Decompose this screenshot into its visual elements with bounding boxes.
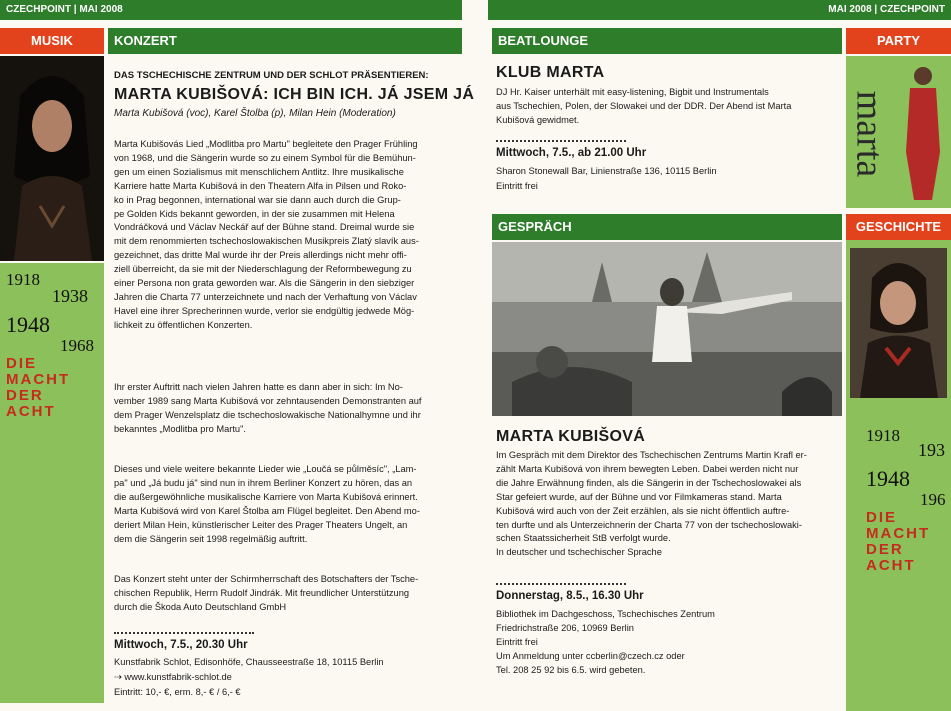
konzert-title: MARTA KUBIŠOVÁ: ICH BIN ICH. JÁ JSEM JÁ (114, 86, 475, 103)
konzert-venue: Kunstfabrik Schlot, Edisonhöfe, Chausseestraße 18, 10115 Berlin (114, 657, 384, 667)
acht-word: ACHT (6, 403, 56, 420)
klub-date: Mittwoch, 7.5., ab 21.00 Uhr (496, 147, 647, 159)
p4-line: Das Konzert steht unter der Schirmherrschaft des Botschafters der Tsche- (114, 574, 419, 584)
der-word: DER (6, 387, 44, 404)
konzert-price: Eintritt: 10,- €, erm. 8,- € / 6,- € (114, 687, 241, 697)
konzert-credits: Marta Kubišová (voc), Karel Štolba (p), Milan Hein (Moderation) (114, 108, 396, 119)
p1-line: gezeichnet, das dritte Mal wurde ihr der Preis allerdings nicht mehr offi- (114, 250, 407, 261)
year-1918-right: 1918 (866, 426, 900, 445)
gespraech-date: Donnerstag, 8.5., 16.30 Uhr (496, 590, 644, 602)
p1-line: lichkeit zu öffentlichen Konzerten. (114, 319, 253, 330)
klub-entry: Eintritt frei (496, 181, 538, 191)
macht-word: MACHT (6, 371, 71, 388)
p3-line: pa" und „Já budu já" sind nun in ihrem Berliner Konzert zu hören, das an (114, 477, 413, 488)
year-1933-right: 193 (918, 440, 945, 460)
p2-line: dem Prager Wenzelsplatz die tschechoslowakische Nationalhymne und ihr (114, 409, 421, 420)
p3-line: deriert Milan Hein, künstlerischer Leiter des Prager Theaters Ungelt, an (114, 519, 408, 530)
portrait-illustration (0, 56, 104, 261)
p3-line: die außergewöhnliche musikalische Karriere von Marta Kubišová erinnert. (114, 491, 418, 502)
konzert-divider (114, 632, 254, 634)
p1-line: von 1968, und die Sängerin wurde so zu einem Symbol für die Bemühun- (114, 152, 416, 163)
klub-line: DJ Hr. Kaiser unterhält mit easy-listening, Bigbit und Instrumentals (496, 87, 769, 97)
gespraech-text (496, 449, 841, 560)
acht-word: ACHT (866, 557, 916, 574)
klub-title: KLUB MARTA (496, 64, 605, 81)
singer-portrait-photo (0, 56, 104, 261)
p3-line: Marta Kubišová wird von Karel Štolba am Flügel begleitet. Den Abend mo- (114, 505, 420, 516)
die-word: DIE (866, 509, 898, 526)
gespraech-line: ten durfte und als Unterzeichnerin der Charta 77 von der tschechoslowaki- (496, 519, 802, 530)
konzert-paragraph-2 (114, 381, 454, 437)
p1-line: Vondráčková und Václav Neckář auf der Bühne stand. Dreimal wurde sie (114, 222, 415, 233)
gespraech-line: Star gefeiert wurde, auf der Bühne und vor Filmkameras stand. Marta (496, 491, 782, 502)
gespraech-divider (496, 583, 626, 585)
konzert-web-row (114, 672, 232, 683)
gespraech-line: In deutscher und tschechischer Sprache (496, 547, 662, 558)
party-tag: PARTY (846, 28, 951, 54)
klub-divider (496, 140, 626, 142)
p1-line: Jahren die Charta 77 unterzeichnete und nach der Verhaftung von Václav (114, 291, 417, 302)
gespraech-line: zählt Marta Kubišová von ihrem bewegten Leben. Dabei werden nicht nur (496, 463, 799, 474)
geschichte-portrait-photo (850, 248, 947, 398)
info-line: Tel. 208 25 92 bis 6.5. wird gebeten. (496, 664, 646, 675)
p2-line: vember 1989 sang Marta Kubišová vor zehntausenden Demonstranten auf (114, 395, 422, 406)
gespraech-line: schen Staatssicherheit StB verfolgt wurde. (496, 533, 671, 544)
p4-line: durch die Škoda Auto Deutschland GmbH (114, 601, 287, 612)
klub-line: aus Tschechien, Polen, der Slowakei und der DDR. Der Abend ist Marta (496, 100, 792, 111)
konzert-paragraph-1 (114, 138, 454, 333)
p2-line: bekanntes „Modlitba pro Martu". (114, 423, 246, 434)
info-line: Um Anmeldung unter ccberlin@czech.cz oder (496, 650, 685, 661)
info-line: Eintritt frei (496, 636, 538, 647)
p3-line: Dieses und viele weitere bekannte Lieder wie „Loučá se půlměsíc", „Lam- (114, 464, 417, 474)
header-left: CZECHPOINT | MAI 2008 (0, 0, 462, 20)
gespraech-line: Im Gespräch mit dem Direktor des Tschechischen Zentrums Martin Krafl er- (496, 450, 807, 460)
marta-vertical-text: marta (848, 90, 891, 178)
konzert-date: Mittwoch, 7.5., 20.30 Uhr (114, 639, 248, 651)
die-macht-der-acht-left (6, 356, 70, 420)
info-line: Bibliothek im Dachgeschoss, Tschechisches Zentrum (496, 609, 715, 619)
info-line: Friedrichstraße 206, 10969 Berlin (496, 622, 634, 633)
p1-line: einer Persona non grata geworden war. Als die Sängerin in den siebziger (114, 278, 415, 289)
year-1968-right: 196 (920, 490, 946, 509)
klub-line: Kubišová gewidmet. (496, 114, 580, 125)
konzert-web-link[interactable]: www.kunstfabrik-schlot.de (124, 672, 232, 682)
party-figure-illustration (898, 62, 948, 202)
p1-line: Havel eine ihrer Sprecherinnen wurde, verlor sie endgültig jedwede Mög- (114, 305, 415, 316)
p1-line: gen um einen Sozialismus mit menschlichem Antlitz. Ihre musikalische (114, 166, 404, 177)
die-macht-der-acht-right (866, 510, 930, 574)
header-right: MAI 2008 | CZECHPOINT (488, 0, 951, 20)
gespraech-historic-photo (492, 242, 842, 416)
beatlounge-tag: BEATLOUNGE (492, 28, 842, 54)
year-1968: 1968 (60, 336, 94, 355)
gespraech-tag: GESPRÄCH (492, 214, 842, 240)
arrow-icon: ⇢ (114, 672, 125, 682)
year-1918: 1918 (6, 270, 40, 289)
gespraech-line: Kubišová wird auch von der Zeit erzählen, als sie nicht öffentlich auftre- (496, 505, 790, 516)
der-word: DER (866, 541, 904, 558)
p2-line: Ihr erster Auftritt nach vielen Jahren hatte es dann aber in sich: Im No- (114, 382, 403, 392)
musik-tag: MUSIK (0, 28, 104, 54)
p4-line: chischen Republik, Herrn Rudolf Jindrák. Mit freundlicher Unterstützung (114, 587, 410, 598)
year-1948-right: 1948 (866, 466, 910, 491)
geschichte-portrait-illustration (850, 248, 947, 398)
p1-line: Karriere hatte Marta Kubišová in den Theatern Alfa in Pilsen und Roko- (114, 180, 407, 191)
konzert-paragraph-3 (114, 463, 454, 546)
p1-line: pe Golden Kids bekannt geworden, in der sie zusammen mit Helena (114, 208, 395, 219)
geschichte-tag: GESCHICHTE (846, 214, 951, 240)
konzert-presenter: DAS TSCHECHISCHE ZENTRUM UND DER SCHLOT PRÄSENTIEREN: (114, 70, 429, 81)
p1-line: mit dem renommierten tschechoslowakischen Musikpreis Zlatý slavík aus- (114, 236, 419, 247)
p1-line: ko in Prag begonnen, international war sie dann auch durch die Grup- (114, 194, 401, 205)
p1-line: ziell überreicht, da sie mit der Niederschlagung der Reformbewegung zu (114, 264, 412, 275)
gespraech-line: die Jahre Erwähnung finden, als die Sängerin in der Tschechoslowakei als (496, 477, 802, 488)
klub-venue: Sharon Stonewall Bar, Linienstraße 136, 10115 Berlin (496, 166, 717, 176)
macht-word: MACHT (866, 525, 931, 542)
year-1938: 1938 (52, 286, 88, 306)
klub-text (496, 86, 841, 128)
p3-line: dem die Sängerin seit 1998 regelmäßig auftritt. (114, 533, 308, 544)
gespraech-info (496, 608, 841, 678)
konzert-tag: KONZERT (108, 28, 462, 54)
year-1948: 1948 (6, 312, 50, 337)
gespraech-title: MARTA KUBIŠOVÁ (496, 428, 646, 445)
konzert-paragraph-4 (114, 573, 454, 615)
die-word: DIE (6, 355, 38, 372)
historic-scene-illustration (492, 242, 842, 416)
p1-line: Marta Kubišovás Lied „Modlitba pro Martu" begleitete den Prager Frühling (114, 139, 418, 149)
